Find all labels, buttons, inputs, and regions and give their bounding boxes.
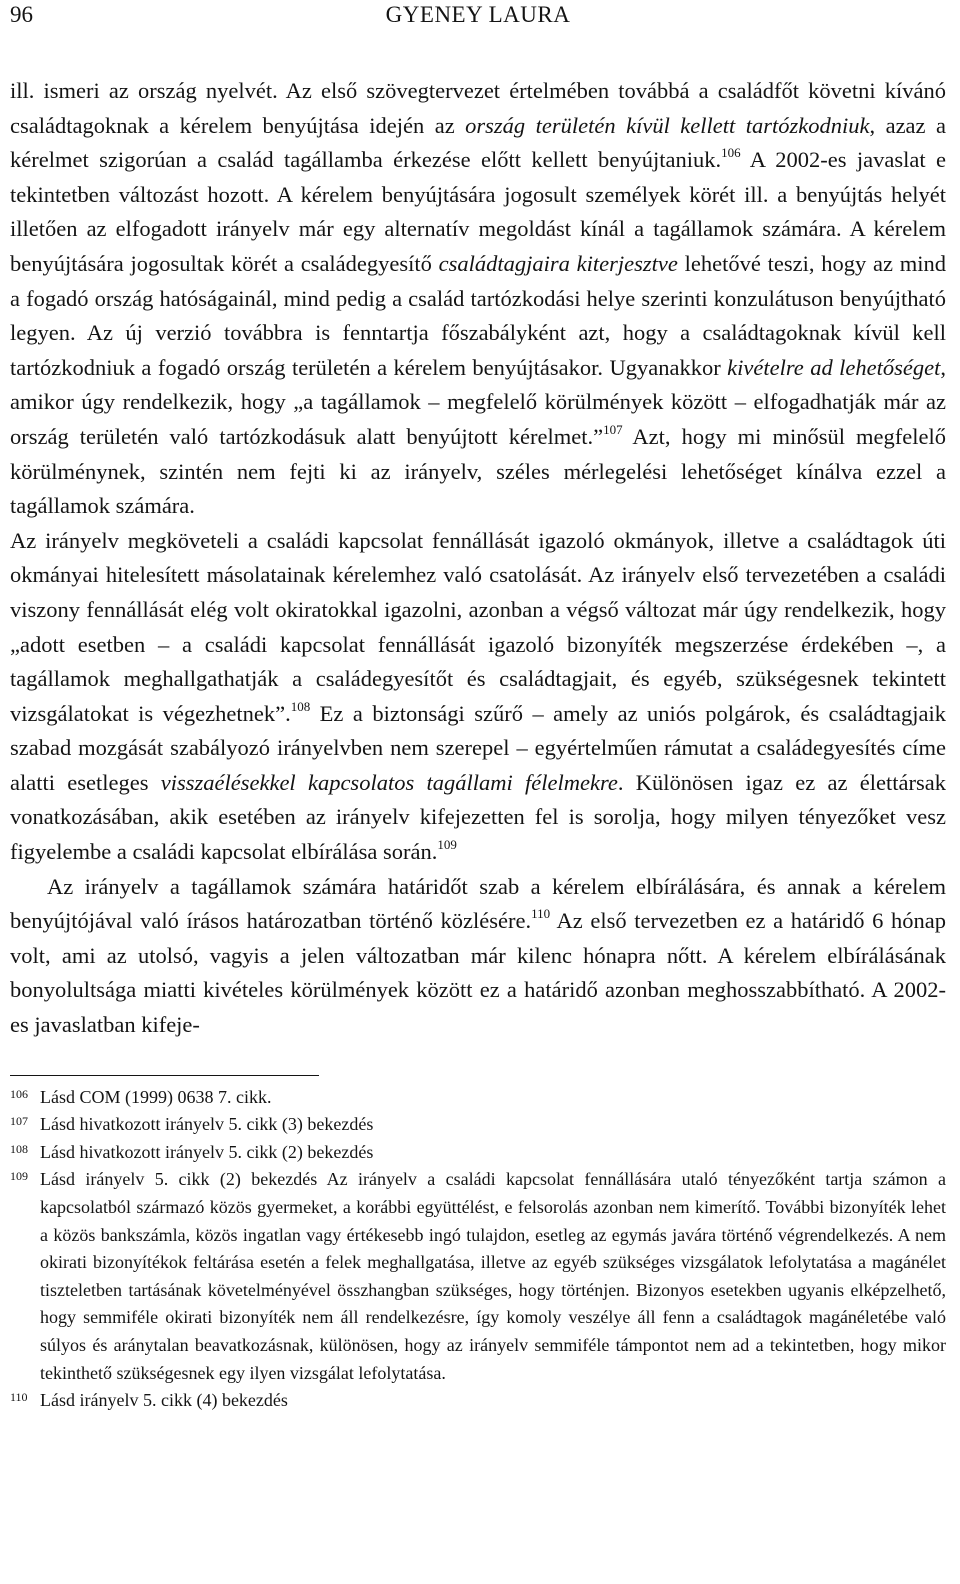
footnote-number: 108 [10,1141,28,1156]
text-run: A 2002-es javaslat e tekintetben változást hozott. A kérelem benyújtására jogosult személyek körét ill. a benyújtás helyét illetően az elfogadott irányelv már egy alternatív megoldást kínál a tagállamok számára. A kérelem benyújtására jogosultak körét a családegyesítő [10,147,946,276]
footnote-text: Lásd hivatkozott irányelv 5. cikk (3) bekezdés [40,1114,374,1135]
italic-run: visszaélésekkel kapcsolatos tagállami félelmekre [160,769,618,795]
italic-run: ország területén kívül kellett tartózkodniuk [465,112,870,138]
footnotes [10,1084,946,1415]
page-number: 96 [10,2,33,27]
text-run: , azaz a kérelmet szigorúan a család tagállamba érkezése előtt kellett benyújtaniuk. [10,112,946,173]
document-page [10,0,946,1415]
footnote-ref-110[interactable]: 110 [531,906,551,922]
footnote-divider [10,1075,319,1076]
text-run: Az első tervezetben ez a határidő 6 hónap volt, ami az utolsó, vagyis a jelen változatban már kilenc hónapra nőtt. A kérelem elbírálásának bonyolultsága miatti kivételes körülmények között ez a határidő azonban meghosszabbítható. A 2002-es javaslatban kifeje- [10,908,946,1038]
footnote-text: Lásd hivatkozott irányelv 5. cikk (2) bekezdés [40,1141,374,1162]
footnote-106 [10,1084,946,1112]
text-run: . Különösen igaz ez az élettársak vonatkozásában, akik esetében az irányelv kifejezetten fel is sorolja, hogy milyen tényezőket vesz figyelembe a családi kapcsolat elbírálása során. [10,769,946,865]
footnote-number: 109 [10,1169,28,1184]
text-run: , amikor úgy rendelkezik, hogy „a tagállamok – megfelelő körülmények között – elfogadhatják már az ország területén való tartózkodásuk alatt benyújtott kérelmet.” [10,354,946,449]
paragraph-3 [10,870,946,1043]
footnote-110 [10,1387,946,1415]
footnote-number: 106 [10,1086,28,1101]
running-title: GYENEY LAURA [385,2,571,27]
italic-run: kivételre ad lehetőséget [727,354,941,380]
text-run: Azt, hogy mi minősül megfelelő körülménynek, szintén nem fejti ki az irányelv, széles mérlegelési lehetőséget kínálva ezzel a tagállamok számára. [10,423,947,519]
paragraph-1 [10,74,946,524]
text-run: ill. ismeri az ország nyelvét. Az első szövegtervezet értelmében továbbá a családfőt követni kívánó családtagoknak a kérelem benyújtása idején az [10,78,946,138]
footnote-ref-109[interactable]: 109 [437,837,457,853]
footnote-number: 107 [10,1114,28,1129]
footnote-ref-108[interactable]: 108 [290,698,311,714]
paragraph-2 [10,524,946,870]
footnote-text: Lásd irányelv 5. cikk (4) bekezdés [40,1390,288,1411]
footnote-107 [10,1111,946,1139]
italic-run: családtagjaira kiterjesztve [438,250,678,276]
running-head [10,0,946,54]
footnote-ref-107[interactable]: 107 [603,421,623,437]
text-run: lehetővé teszi, hogy az mind a fogadó ország hatóságainál, mind pedig a család tartózkodási helye szerinti konzulátuson benyújtható legyen. Az új verzió továbbra is fenntartja főszabályként azt, hogy a családtagoknak kívül kell tartózkodniuk a fogadó ország területén a kérelem benyújtásakor. Ugyanakkor [10,250,947,380]
text-run: Az irányelv megköveteli a családi kapcsolat fennállását igazoló okmányok, illetve a családtagok úti okmányai hitelesített másolatainak kérelemhez való csatolását. Az irányelv első tervezetében a családi viszony fennállását elég volt okiratokkal igazolni, azonban a végső változat már úgy rendelkezik, hogy „adott esetben – a családi kapcsolat fennállását igazoló bizonyíték megszerzése érdekében –, a tagállamok meghallgathatják a családegyesítőt és családtagjait, és egyéb, szükségesnek tekintett vizsgálatokat is végezhetnek”. [10,527,946,726]
text-run: Az irányelv a tagállamok számára határidőt szab a kérelem elbírálására, és annak a kérelem benyújtójával való írásos határozatban történő közlésére. [10,873,946,934]
footnote-number: 110 [10,1390,28,1405]
footnote-ref-106[interactable]: 106 [721,145,741,161]
footnote-text: Lásd COM (1999) 0638 7. cikk. [40,1086,272,1107]
text-run: Ez a biztonsági szűrő – amely az uniós polgárok, és családtagjaik szabad mozgását szabályozó irányelvben nem szerepel – egyértelműen rámutat a családegyesítés címe alatti esetleges [10,700,947,795]
footnote-text: Lásd irányelv 5. cikk (2) bekezdés Az irányelv a családi kapcsolat fennállására utaló tényezőként tartja számon a kapcsolatból származó közös gyermeket, a korábbi együttélést, e felsorolás azonban nem kimerítő. További bizonyíték lehet a közös bankszámla, közös ingatlan vagy értékesebb ingó tulajdon, esetleg az egymás javára történő végrendelkezés. A nem okirati bizonyítékok feltárása esetén a felek meghallgatása, illetve az egyéb szükséges vizsgálatok lefolytatása a magánélet tiszteletben tartásának követelményével összhangban szükséges, hogy történjen. Bizonyos esetekben ugyanis elképzelhető, hogy semmiféle okirati bizonyíték nem áll rendelkezésre, így komoly veszélye áll fenn a családtagok magánéletébe való súlyos és aránytalan beavatkozásnak, különösen, hogy az irányelv semmiféle támpontot nem ad a tekintetben, hogy mikor tekinthető szükségesnek egy ilyen vizsgálat lefolytatása. [40,1169,946,1383]
body-text [10,74,946,1043]
footnote-109 [10,1166,946,1387]
footnote-108 [10,1139,946,1167]
